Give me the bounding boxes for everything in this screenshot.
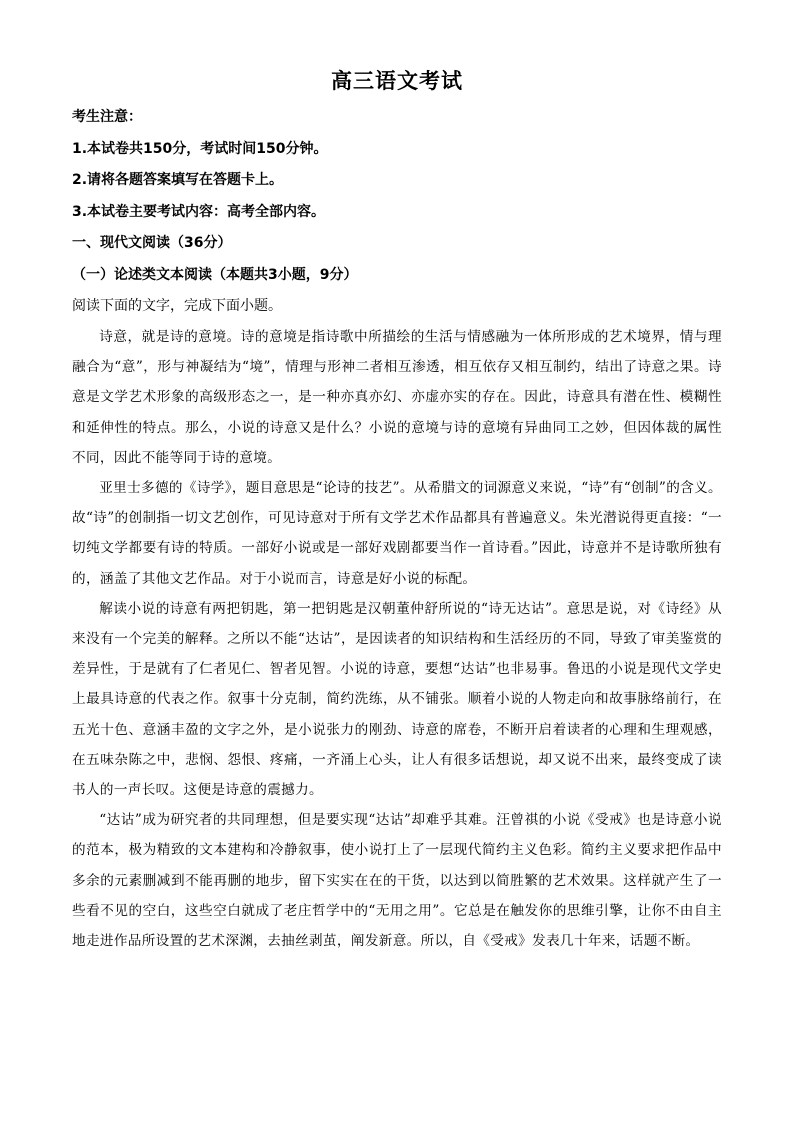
notice-item: 1.本试卷共150分，考试时间150分钟。 — [72, 140, 328, 157]
exam-page — [72, 66, 722, 956]
section-header — [72, 228, 722, 322]
exam-title: 高三语文考试 — [331, 69, 463, 93]
notice-item: 3.本试卷主要考试内容：高考全部内容。 — [72, 203, 326, 220]
notice-block — [72, 102, 722, 228]
reading-passage — [72, 322, 722, 956]
passage-paragraph: 亚里士多德的《诗学》，题目意思是“论诗的技艺”。从希腊文的词源意义来说，“诗”有“创制”的含义。故“诗”的创制指一切文艺创作，可见诗意对于所有文学艺术作品都具有普遍意义。朱光潜说得更直接：“一切纯文学都要有诗的特质。一部好小说或是一部好戏剧都要当作一首诗看。”因此，诗意并不是诗歌所独有的，涵盖了其他文艺作品。对于小说而言，诗意是好小说的标配。 — [72, 480, 722, 587]
passage-paragraph: 解读小说的诗意有两把钥匙，第一把钥匙是汉朝董仲舒所说的“诗无达诂”。意思是说，对《诗经》从来没有一个完美的解释。之所以不能“达诂”，是因读者的知识结构和生活经历的不同，导致了审美鉴赏的差异性，于是就有了仁者见仁、智者见智。小说的诗意，要想“达诂”也非易事。鲁迅的小说是现代文学史上最具诗意的代表之作。叙事十分克制，简约洗练，从不铺张。顺着小说的人物走向和故事脉络前行，在五光十色、意涵丰盈的文字之外，是小说张力的刚劲、诗意的席卷，不断开启着读者的心理和生理观感，在五味杂陈之中，悲悯、怨恨、疼痛，一齐涌上心头，让人有很多话想说，却又说不出来，最终变成了读书人的一声长叹。这便是诗意的震撼力。 — [72, 600, 722, 799]
passage-paragraph: 诗意，就是诗的意境。诗的意境是指诗歌中所描绘的生活与情感融为一体所形成的艺术境界，情与理融合为“意”，形与神凝结为“境”，情理与形神二者相互渗透，相互依存又相互制约，结出了诗意之果。诗意是文学艺术形象的高级形态之一，是一种亦真亦幻、亦虚亦实的存在。因此，诗意具有潜在性、模糊性和延伸性的特点。那么，小说的诗意又是什么？小说的意境与诗的意境有异曲同工之妙，但因体裁的属性不同，因此不能等同于诗的意境。 — [72, 329, 722, 466]
passage-paragraph: “达诂”成为研究者的共同理想，但是要实现“达诂”却难乎其难。汪曾祺的小说《受戒》也是诗意小说的范本，极为精致的文本建构和冷静叙事，使小说打上了一层现代简约主义色彩。简约主义要求把作品中多余的元素删减到不能再删的地步，留下实实在在的干货，以达到以简胜繁的艺术效果。这样就产生了一些看不见的空白，这些空白就成了老庄哲学中的“无用之用”。它总是在触发你的思维引擎，让你不由自主地走进作品所设置的艺术深渊，去抽丝剥茧，阐发新意。所以，自《受戒》发表几十年来，话题不断。 — [72, 812, 722, 950]
section-subheading: （一）论述类文本阅读（本题共3小题，9分） — [72, 266, 358, 283]
notice-item: 2.请将各题答案填写在答题卡上。 — [72, 172, 284, 188]
notice-heading: 考生注意： — [72, 109, 142, 125]
section-heading: 一、现代文阅读（36分） — [72, 235, 232, 251]
reading-instruction: 阅读下面的文字，完成下面小题。 — [72, 298, 282, 314]
